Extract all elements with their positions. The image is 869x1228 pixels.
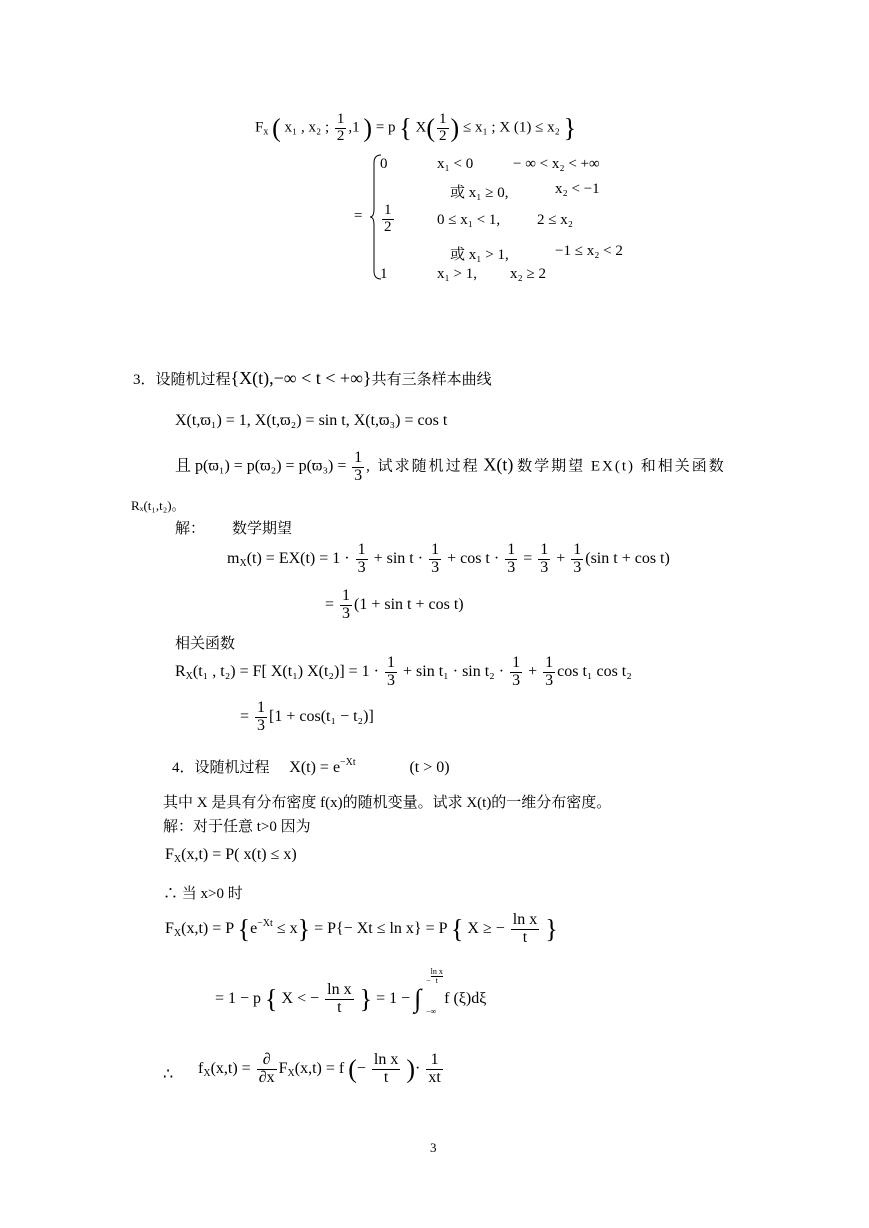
mean-formula: $m_X(t) = EX(t) = 1$ · $\frac{1}{3}$ + sin t · $\frac{1}{3}$ + cos t · $\frac{1}{3}$ = $\frac{1}{3}$ + $\frac{1}{3}$ (sin t + cos t) <box>227 541 670 576</box>
piece-row-3-cond2: −1 ≤ x₂ < 2 <box>555 243 623 259</box>
page-number: 3 <box>430 1140 437 1155</box>
probability-condition: 且 p(ϖ₁) = p(ϖ₂) = p(ϖ₃) = $\frac{1}{3}$ , 试求随机过程 X(t) 数学期望 EX(t) 和相关函数 <box>175 449 726 484</box>
expectation-title: 数学期望 <box>232 521 293 537</box>
problem-3-intro: 3．设随机过程{X(t),−∞ < t < +∞}共有三条样本曲线 <box>133 368 492 388</box>
piece-row-2-cond2: 2 ≤ x₂ <box>537 212 573 228</box>
correlation-simplified: = $\frac{1}{3}$ [1 + cos(t₁ − t₂)] <box>240 699 374 734</box>
problem-4-solution-start: 解：对于任意 t>0 因为 <box>163 819 311 835</box>
piece-row-0-cond: x₁ < 0 <box>437 156 474 172</box>
correlation-title: 相关函数 <box>175 636 236 652</box>
piece-row-2-cond: 0 ≤ x₁ < 1, <box>437 212 501 228</box>
mean-formula-simplified: = $\frac{1}{3}$ (1 + sin t + cos t) <box>325 587 464 622</box>
piece-row-4-cond: x₁ > 1, <box>437 266 477 282</box>
cdf-integral: = 1 − p { X < − $\frac{\text{ln x}}{t}$ } = 1 − ∫ − $\frac{\text{ln x}}{t}$ −∞ f (ξ)dξ <box>215 967 487 1017</box>
piece-row-4-val: 1 <box>380 266 388 282</box>
density-formula: $f_X(x,t)$ = $\frac{\partial}{\partial x}$ $F_X(x,t) = f$ (− $\frac{\text{ln x}}{t}$ )· $\frac{1}{xt}$ <box>198 1051 441 1086</box>
cdf-derivation: $F_X(x,t) = P$ $\{e^{-Xt} \le x\} = P\{- Xt \le \ln x\} = P$ { X ≥ − $\frac{\text{ln x}}{t}$ } <box>165 911 558 946</box>
piece-row-2-val: $\frac{1}{2}$ <box>384 202 392 235</box>
piece-row-4-cond2: x₂ ≥ 2 <box>510 266 546 282</box>
problem-4-statement: 其中 X 是具有分布密度 f(x)的随机变量。试求 X(t)的一维分布密度。 <box>163 795 612 811</box>
piece-row-3-cond: 或 x₁ > 1, <box>450 247 509 263</box>
piece-row-0-val: 0 <box>380 156 388 172</box>
correlation-formula: $R_X(t_1$ , t₂) = F[ X(t₁) X(t₂)] = 1 · $\frac{1}{3}$ + sin t₁ · sin t₂ · $\frac{1}{3}$ + $\frac{1}{3}$ cos t₁ cos t₂ <box>175 654 632 689</box>
problem-4-intro: 4．设随机过程 $X(t) = e^{-Xt}$ (t > 0) <box>172 757 450 776</box>
solution-label: 解： <box>175 521 206 537</box>
problem-3-rx: Rₓ(t₁,t₂)。 <box>131 498 185 513</box>
piecewise-equals: = <box>354 208 363 224</box>
formula-F-half: $F_x$ ( x₁ , x₂ ; $\frac{1}{2}$ ,1 ) = p { X( $\frac{1}{2}$ ) ≤ x₁ ; X (1) ≤ x₂ } <box>255 111 577 144</box>
piece-row-1-cond2: x₂ < −1 <box>555 181 600 197</box>
therefore-x-positive: ∴ 当 x>0 时 <box>163 886 243 902</box>
piece-row-0-cond2: − ∞ < x₂ < +∞ <box>513 156 600 172</box>
piece-row-1-cond: 或 x₁ ≥ 0, <box>450 185 509 201</box>
therefore-symbol: ∴ <box>163 1066 174 1083</box>
cdf-definition: $F_X(x,t) = P$( x(t) ≤ x) <box>165 846 297 865</box>
sample-curves: X(t,ϖ₁) = 1, X(t,ϖ₂) = sin t, X(t,ϖ₃) = cos t <box>175 412 448 429</box>
